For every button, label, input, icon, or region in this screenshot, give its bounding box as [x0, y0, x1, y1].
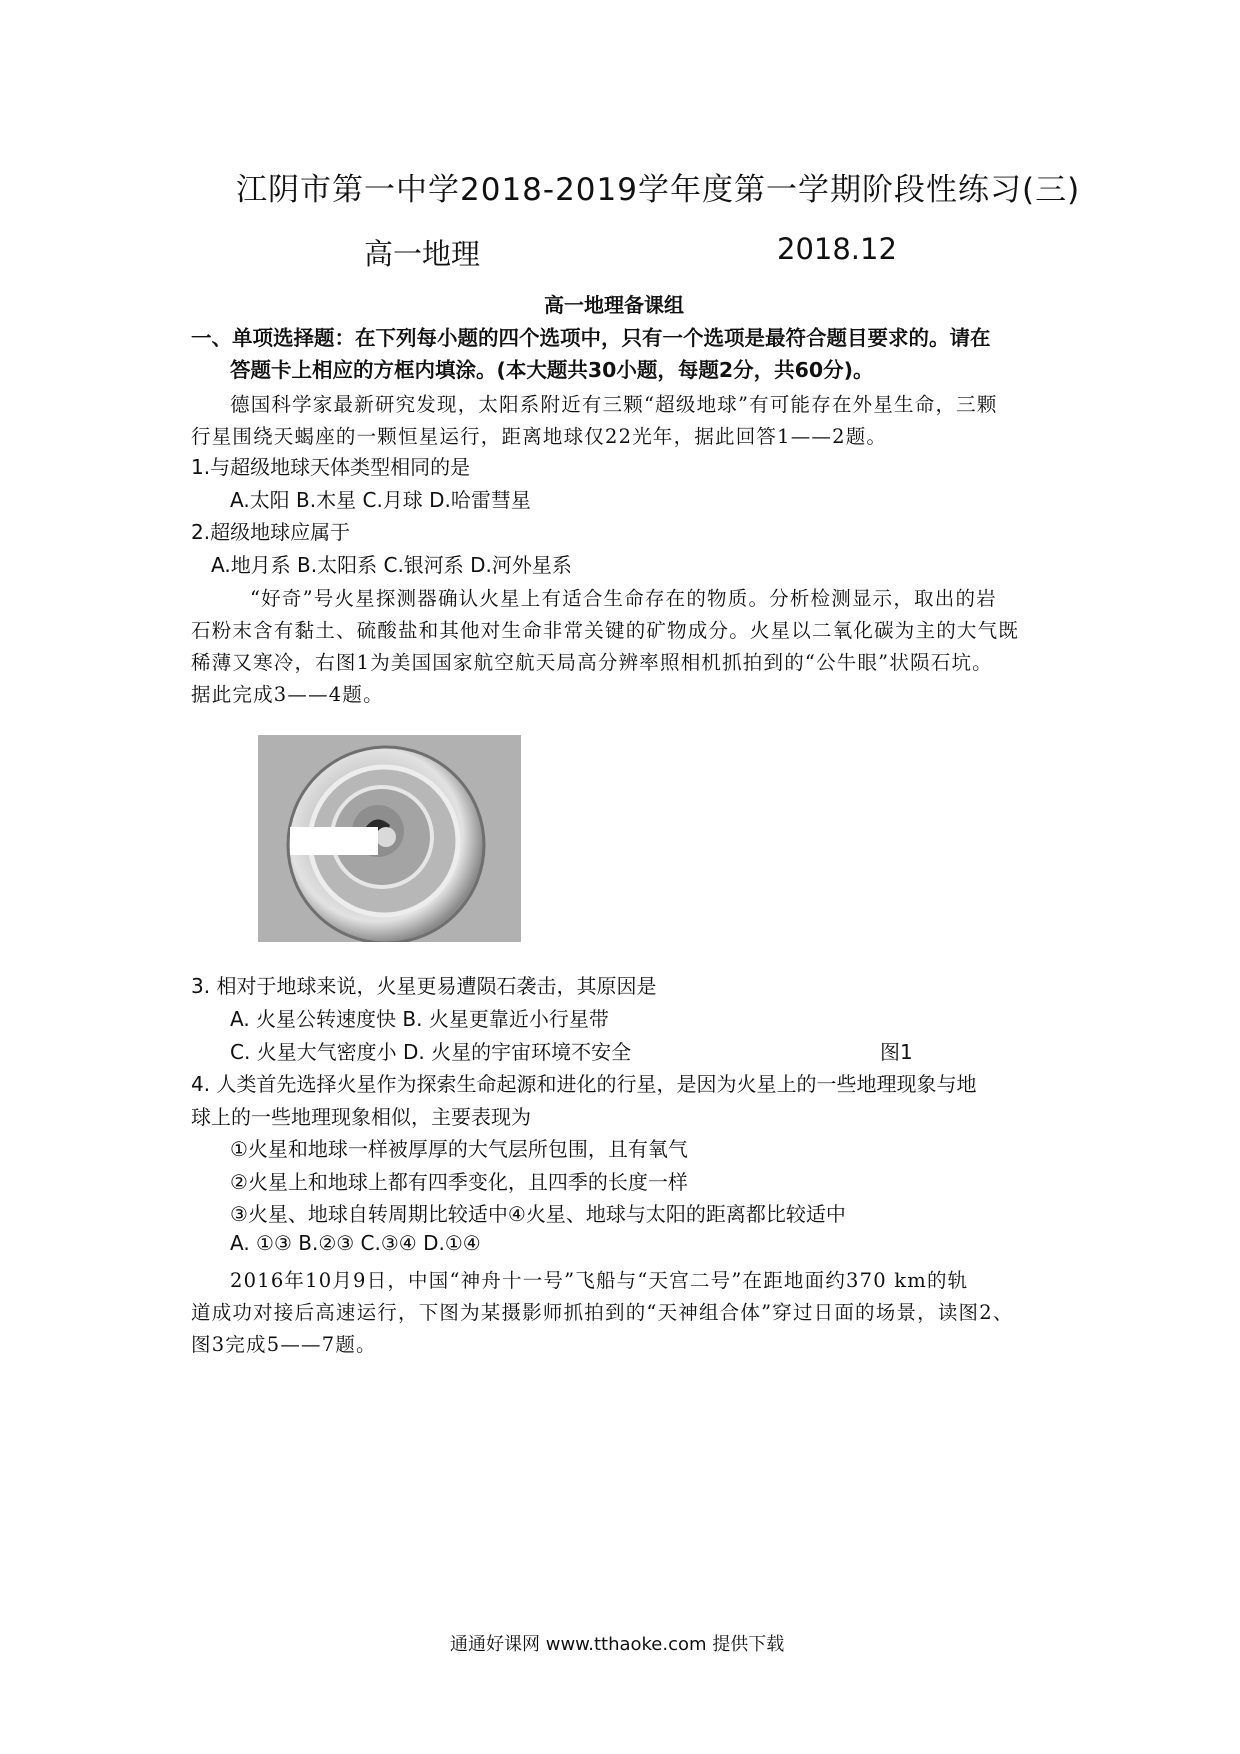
passage3-line2: 道成功对接后高速运行，下图为某摄影师抓拍到的“天神组合体”穿过日面的场景，读图2、: [191, 1301, 1014, 1324]
passage2-line1: “好奇”号火星探测器确认火星上有适合生命存在的物质。分析检测显示，取出的岩: [250, 587, 997, 610]
question-1-options: A.太阳 B.木星 C.月球 D.哈雷彗星: [230, 488, 531, 512]
passage2-line4: 据此完成3——4题。: [191, 683, 384, 706]
passage2-line2: 石粉末含有黏土、硫酸盐和其他对生命非常关键的矿物成分。火星以二氧化碳为主的大气既: [191, 619, 1020, 642]
question-4-item3: ③火星、地球自转周期比较适中④火星、地球与太阳的距离都比较适中: [230, 1202, 846, 1226]
question-4-item2: ②火星上和地球上都有四季变化，且四季的长度一样: [230, 1170, 688, 1194]
section-heading-line2: 答题卡上相应的方框内填涂。(本大题共30小题，每题2分，共60分)。: [230, 358, 874, 382]
figure-1-label: 图1: [880, 1040, 913, 1064]
question-4-stem-line1: 4. 人类首先选择火星作为探索生命起源和进化的行星，是因为火星上的一些地理现象与地: [191, 1072, 977, 1096]
exam-date: 2018.12: [777, 232, 897, 266]
question-4-item1: ①火星和地球一样被厚厚的大气层所包围，且有氧气: [230, 1137, 688, 1161]
subject-label: 高一地理: [364, 237, 481, 271]
passage2-line3: 稀薄又寒冷，右图1为美国国家航空航天局高分辨率照相机抓拍到的“公牛眼”状陨石坑。: [191, 651, 993, 674]
passage1-line1: 德国科学家最新研究发现，太阳系附近有三颗“超级地球”有可能存在外星生命，三颗: [230, 393, 998, 416]
passage3-line3: 图3完成5——7题。: [191, 1333, 377, 1356]
exam-title: 江阴市第一中学2018-2019学年度第一学期阶段性练习(三): [236, 172, 1081, 208]
section-heading-line1: 一、单项选择题：在下列每小题的四个选项中，只有一个选项是最符合题目要求的。请在: [191, 326, 991, 350]
question-3-stem: 3. 相对于地球来说，火星更易遭陨石袭击，其原因是: [191, 974, 657, 998]
question-1-stem: 1.与超级地球天体类型相同的是: [191, 455, 471, 479]
question-4-stem-line2: 球上的一些地理现象相似，主要表现为: [191, 1105, 531, 1129]
passage1-line2: 行星围绕天蝎座的一颗恒星运行，距离地球仅22光年，据此回答1——2题。: [191, 425, 888, 448]
footer-text: 通通好课网 www.tthaoke.com 提供下载: [450, 1634, 785, 1655]
question-4-options: A. ①③ B.②③ C.③④ D.①④: [230, 1231, 481, 1255]
crater-photo: [258, 735, 521, 942]
question-2-stem: 2.超级地球应属于: [191, 520, 351, 544]
passage3-line1: 2016年10月9日，中国“神舟十一号”飞船与“天宫二号”在距地面约370 km的轨: [230, 1269, 969, 1292]
question-2-options: A.地月系 B.太阳系 C.银河系 D.河外星系: [211, 553, 572, 577]
question-3-options-cd: C. 火星大气密度小 D. 火星的宇宙环境不安全: [230, 1040, 632, 1064]
question-3-options-ab: A. 火星公转速度快 B. 火星更靠近小行星带: [230, 1007, 609, 1031]
prep-group: 高一地理备课组: [544, 293, 684, 317]
